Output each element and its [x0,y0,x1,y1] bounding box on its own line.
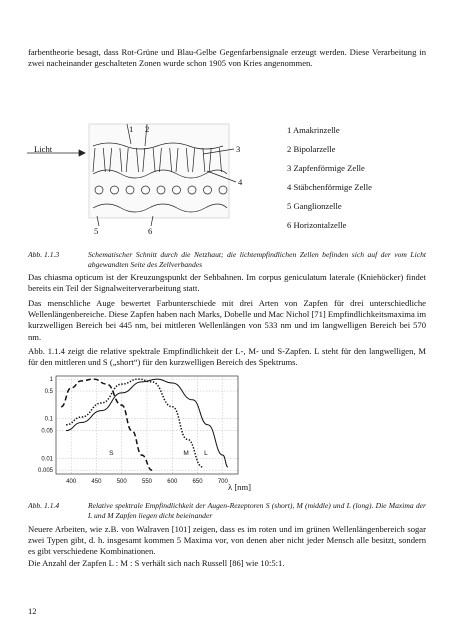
caption-text: Schematischer Schnitt durch die Netzhaut; die lichtempfindlichen Zellen befinden sich auf der vom Licht abgewandten Seite des Zellverbandes [88,250,426,269]
curve-label: M [183,450,189,458]
legend-item: 2 Bipolarzelle [287,144,336,154]
y-tick-label: 0.1 [44,416,53,423]
legend-item: 5 Ganglionzelle [287,201,342,211]
x-tick-label: 650 [192,479,203,485]
x-unit-label: λ [nm] [228,482,252,492]
figure-caption [28,501,426,520]
paragraph: Neuere Arbeiten, wie z.B. von Walraven [101] zeigen, dass es im roten und im grünen Wellenlängenbereich sogar zwei Typen gibt, d. h. insgesamt kommen 5 Maxima vor, von denen aber nicht jeder Mensch alle besitzt, sondern es gibt verschiedene Kombinationen. [28,524,426,557]
legend-item: 6 Horizontalzelle [287,220,347,230]
y-tick-label: 0.05 [41,428,53,435]
curve-label: L [204,450,208,458]
marker-6: 6 [148,226,153,236]
caption-text: Relative spektrale Empfindlichkeit der Augen-Rezeptoren S (short), M (middle) und L (long). Die Maxima der L und M Zapfen liegen dicht beieinander [88,501,426,520]
sensitivity-chart [28,372,268,496]
x-tick-label: 450 [91,479,102,485]
paragraph: Abb. 1.1.4 zeigt die relative spektrale Empfindlichkeit der L-, M- und S-Zapfen. L steht für den langwelligen, M für den mittleren und S („short“) für den kurzwelligen Bereich des Spektrums. [28,346,426,368]
legend-item: 1 Amakrinzelle [287,125,340,135]
y-tick-label: 0.005 [37,468,53,475]
x-tick-label: 500 [116,479,127,485]
marker-3: 3 [236,144,241,154]
retina-diagram [27,116,262,246]
x-tick-label: 600 [167,479,178,485]
retina-cell-layers [89,124,236,226]
legend-item: 3 Zapfenförmige Zelle [287,163,365,173]
marker-2: 2 [145,124,150,134]
page-number: 12 [28,606,37,616]
y-tick-label: 0.5 [44,389,53,396]
figure-caption [28,250,426,269]
caption-label: Abb. 1.1.3 [28,250,60,259]
x-tick-label: 550 [141,479,153,485]
intro-paragraph: farbentheorie besagt, dass Rot-Grüne und Blau-Gelbe Gegenfarbensignale erzeugt werden. Diese Verarbeitung in zwei nacheinander geschalteten Zonen wurde schon 1905 von Kries angenommen. [28,47,426,69]
caption-label: Abb. 1.1.4 [28,501,60,510]
light-label: Licht [34,144,53,154]
x-tick-label: 400 [66,479,77,485]
paragraph: Das menschliche Auge bewertet Farbunterschiede mit drei Arten von Zapfen für drei unterschiedliche Wellenlängenbereiche. Diese Zapfen haben nach Marks, Dobelle und Mac Nichol [71] Empfindlichkeitsmaxima im kurzwelligen Bereich bei 445 nm, bei mittleren Wellenlängen von 533 nm und im langwelligen Bereich bei 570 nm. [28,298,426,342]
curve-label: S [109,450,114,458]
y-tick-label: 0.01 [41,456,53,463]
marker-5: 5 [94,226,99,236]
paragraph: Die Anzahl der Zapfen L : M : S verhält sich nach Russell [86] wie 10:5:1. [28,558,285,568]
legend-item: 4 Stäbchenförmige Zelle [287,182,372,192]
marker-4: 4 [238,177,243,187]
x-tick-label: 700 [217,479,228,485]
y-tick-label: 1 [49,377,53,384]
paragraph: Das chiasma opticum ist der Kreuzungspunkt der Sehbahnen. Im corpus geniculatum laterale (Kniehöcker) findet bereits ein Teil der Signalweiterverarbeitung statt. [28,272,426,294]
marker-1: 1 [129,124,134,134]
